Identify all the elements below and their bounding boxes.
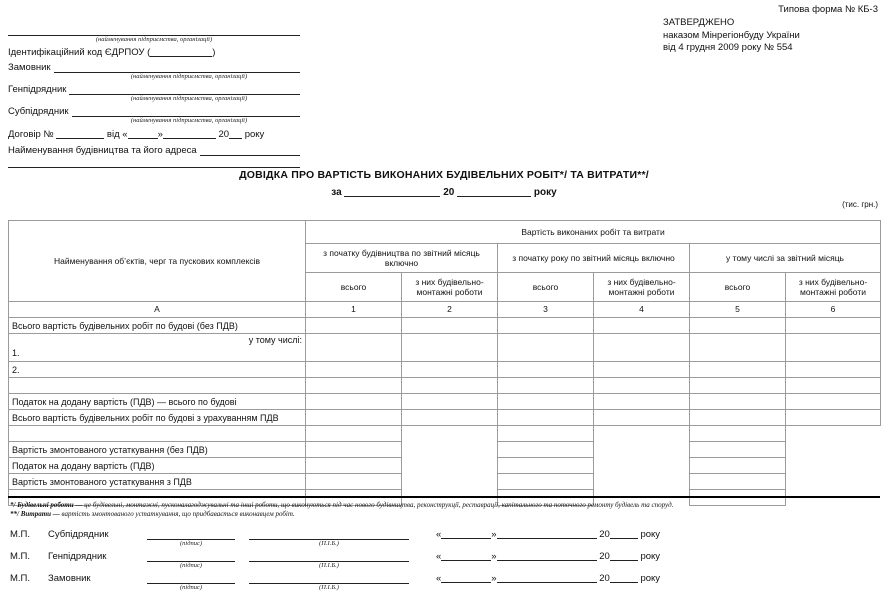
- signature-date: [436, 573, 660, 584]
- absent-cell: [402, 458, 498, 474]
- edrpou-label-close: ): [212, 47, 216, 58]
- customer-input-line[interactable]: [54, 60, 300, 73]
- value-cell[interactable]: [498, 318, 594, 334]
- stamp-label: М.П.: [10, 551, 31, 562]
- footnote-construction-works: [10, 501, 880, 510]
- gencontractor-input-line[interactable]: [69, 82, 300, 95]
- table-row: [9, 474, 881, 490]
- units-note: (тис. грн.): [842, 200, 878, 209]
- signature-caption: (підпис): [179, 540, 203, 547]
- signature-input-line[interactable]: [147, 571, 235, 591]
- row-label-cell: Податок на додану вартість (ПДВ) — всього по будові: [9, 394, 306, 410]
- value-cell[interactable]: [594, 394, 690, 410]
- value-cell[interactable]: [402, 394, 498, 410]
- value-cell[interactable]: [690, 362, 786, 378]
- value-cell[interactable]: [594, 378, 690, 394]
- subcontractor-input-line[interactable]: [72, 104, 300, 117]
- contract-from-label: від: [106, 129, 120, 140]
- col-sub-total: всього: [306, 273, 402, 302]
- absent-cell: [786, 458, 881, 474]
- value-cell[interactable]: [306, 318, 402, 334]
- approved-line: наказом Мінрегіонбуду України: [663, 29, 800, 41]
- absent-cell: [402, 426, 498, 442]
- col-index: 3: [498, 302, 594, 318]
- customer-row: [8, 60, 300, 73]
- col-index: 4: [594, 302, 690, 318]
- stamp-label: М.П.: [10, 573, 31, 584]
- col-sub-total: всього: [498, 273, 594, 302]
- construction-input-line-2[interactable]: [8, 156, 300, 168]
- footnote-term: */ Будівельні роботи —: [10, 501, 83, 509]
- value-cell[interactable]: [690, 442, 786, 458]
- org-caption: (найменування підприємства, організації): [130, 73, 248, 80]
- contract-number-input-line[interactable]: [56, 130, 104, 139]
- works-cost-table: [8, 220, 881, 506]
- col-index: 1: [306, 302, 402, 318]
- table-row: [9, 318, 881, 334]
- fullname-input-line[interactable]: [249, 527, 409, 547]
- year-prefix: 20: [218, 129, 230, 140]
- row-label-cell: Вартість змонтованого устаткування з ПДВ: [9, 474, 306, 490]
- value-cell[interactable]: [498, 410, 594, 426]
- signature-input-line[interactable]: [147, 527, 235, 547]
- year-prefix: 20: [599, 529, 610, 540]
- row-label: у тому числі:: [248, 335, 302, 345]
- edrpou-row: [8, 47, 300, 60]
- value-cell[interactable]: [402, 378, 498, 394]
- org-caption: (найменування підприємства, організації): [95, 36, 213, 43]
- absent-cell: [786, 474, 881, 490]
- col-index: 5: [690, 302, 786, 318]
- value-cell[interactable]: [306, 334, 402, 362]
- absent-cell: [786, 442, 881, 458]
- executor-input-line[interactable]: [8, 20, 300, 36]
- value-cell[interactable]: [306, 474, 402, 490]
- footnote-term: **/ Витрати —: [10, 509, 60, 518]
- absent-cell: [594, 442, 690, 458]
- gencontractor-row: [8, 82, 300, 95]
- value-cell[interactable]: [690, 426, 786, 442]
- value-cell[interactable]: [402, 410, 498, 426]
- date-day-input-line[interactable]: [441, 552, 491, 561]
- absent-cell: [402, 474, 498, 490]
- fullname-input-line[interactable]: [249, 549, 409, 569]
- col-sub-bmr: з них будівельно-монтажні роботи: [594, 273, 690, 302]
- date-year-input-line[interactable]: [610, 552, 638, 561]
- row-label-cell: 2.: [9, 362, 306, 378]
- empty-row-label-cell: [9, 378, 306, 394]
- value-cell[interactable]: [402, 334, 498, 362]
- value-cell[interactable]: [690, 378, 786, 394]
- quote-open: «: [122, 129, 128, 140]
- year-prefix: 20: [599, 551, 610, 562]
- edrpou-input-line[interactable]: [150, 48, 212, 57]
- signature-row-subcontractor: [10, 526, 661, 547]
- col-sub-total: всього: [690, 273, 786, 302]
- subcontractor-row: [8, 104, 300, 117]
- form-code: Типова форма № КБ-3: [778, 4, 878, 15]
- value-cell[interactable]: [594, 318, 690, 334]
- value-cell[interactable]: [690, 410, 786, 426]
- row-label-cell: [9, 334, 306, 362]
- col-group-since-start: з початку будівництва по звітний місяць включно: [306, 244, 498, 273]
- approved-line: від 4 грудня 2009 року № 554: [663, 42, 793, 53]
- value-cell[interactable]: [306, 362, 402, 378]
- year-word: року: [640, 529, 661, 540]
- row-label: 1.: [12, 348, 20, 358]
- date-year-input-line[interactable]: [610, 530, 638, 539]
- org-caption: (найменування підприємства, організації): [130, 117, 248, 124]
- signature-date: [436, 551, 660, 562]
- stamp-label: М.П.: [10, 529, 31, 540]
- signature-caption: (підпис): [179, 584, 203, 591]
- value-cell[interactable]: [498, 426, 594, 442]
- value-cell[interactable]: [690, 458, 786, 474]
- period-prefix: за: [331, 187, 342, 198]
- construction-label: Найменування будівництва та його адреса: [8, 145, 197, 156]
- approved-line: ЗАТВЕРДЖЕНО: [663, 17, 735, 28]
- period-suffix: року: [533, 187, 557, 198]
- date-month-input-line[interactable]: [497, 552, 597, 561]
- value-cell[interactable]: [498, 474, 594, 490]
- value-cell[interactable]: [498, 334, 594, 362]
- customer-label: Замовник: [8, 62, 51, 73]
- year-word: року: [640, 551, 661, 562]
- requisites-block: [8, 20, 300, 168]
- value-cell[interactable]: [306, 410, 402, 426]
- contract-year-input-line[interactable]: [229, 130, 242, 139]
- date-day-input-line[interactable]: [441, 530, 491, 539]
- value-cell[interactable]: [498, 394, 594, 410]
- quote-close: »: [491, 551, 497, 562]
- period-line: [0, 187, 888, 198]
- date-month-input-line[interactable]: [497, 530, 597, 539]
- value-cell[interactable]: [594, 410, 690, 426]
- table-row: [9, 362, 881, 378]
- table-header-row: [9, 221, 881, 244]
- value-cell[interactable]: [786, 318, 881, 334]
- col-group-report-month: у тому числі за звітний місяць: [690, 244, 881, 273]
- signature-input-line[interactable]: [147, 549, 235, 569]
- construction-input-line[interactable]: [200, 143, 300, 156]
- value-cell[interactable]: [786, 378, 881, 394]
- table-row: [9, 410, 881, 426]
- value-cell[interactable]: [306, 394, 402, 410]
- fullname-caption: (П.І.Б.): [319, 584, 339, 591]
- footnotes: [10, 501, 880, 518]
- quote-close: »: [491, 573, 497, 584]
- table-row: [9, 378, 881, 394]
- date-year-input-line[interactable]: [610, 574, 638, 583]
- value-cell[interactable]: [690, 318, 786, 334]
- col-index: А: [9, 302, 306, 318]
- footnote-divider: [8, 496, 880, 498]
- table-row: [9, 442, 881, 458]
- col-header-span: Вартість виконаних робіт та витрати: [306, 221, 881, 244]
- footnote-expenses: [10, 510, 880, 519]
- signature-row-gencontractor: [10, 548, 661, 569]
- col-sub-bmr: з них будівельно-монтажні роботи: [786, 273, 881, 302]
- year-word: року: [640, 573, 661, 584]
- fullname-input-line[interactable]: [249, 571, 409, 591]
- value-cell[interactable]: [786, 362, 881, 378]
- contract-label: Договір №: [8, 129, 54, 140]
- signer-role: Субпідрядник: [48, 529, 109, 540]
- value-cell[interactable]: [786, 410, 881, 426]
- empty-row-label-cell: [9, 426, 306, 442]
- value-cell[interactable]: [402, 362, 498, 378]
- col-index: 2: [402, 302, 498, 318]
- signer-role: Генпідрядник: [48, 551, 107, 562]
- year-prefix: 20: [599, 573, 610, 584]
- contract-month-input-line[interactable]: [163, 130, 216, 139]
- value-cell[interactable]: [690, 474, 786, 490]
- absent-cell: [594, 458, 690, 474]
- quote-close: »: [491, 529, 497, 540]
- value-cell[interactable]: [498, 458, 594, 474]
- quote-open: «: [436, 529, 442, 540]
- gencontractor-label: Генпідрядник: [8, 84, 67, 95]
- document-title: ДОВІДКА ПРО ВАРТІСТЬ ВИКОНАНИХ БУДІВЕЛЬНИХ РОБІТ*/ ТА ВИТРАТИ**/: [239, 169, 649, 181]
- subcontractor-label: Субпідрядник: [8, 106, 69, 117]
- value-cell[interactable]: [498, 378, 594, 394]
- signature-date: [436, 529, 660, 540]
- absent-cell: [594, 426, 690, 442]
- column-index-row: [9, 302, 881, 318]
- value-cell[interactable]: [594, 362, 690, 378]
- value-cell[interactable]: [306, 458, 402, 474]
- edrpou-label: Ідентифікаційний код ЄДРПОУ (: [8, 47, 151, 58]
- col-index: 6: [786, 302, 881, 318]
- value-cell[interactable]: [498, 442, 594, 458]
- table-row: [9, 458, 881, 474]
- value-cell[interactable]: [306, 426, 402, 442]
- period-month-input-line[interactable]: [344, 188, 440, 197]
- row-label-cell: Вартість змонтованого устаткування (без ПДВ): [9, 442, 306, 458]
- row-label-cell: Податок на додану вартість (ПДВ): [9, 458, 306, 474]
- table-row: [9, 334, 881, 362]
- construction-row: [8, 143, 300, 156]
- signature-row-customer: [10, 570, 661, 591]
- table-row: [9, 426, 881, 442]
- date-month-input-line[interactable]: [497, 574, 597, 583]
- fullname-caption: (П.І.Б.): [319, 562, 339, 569]
- absent-cell: [594, 474, 690, 490]
- contract-row: [8, 129, 300, 142]
- row-label-cell: Всього вартість будівельних робіт по будові з урахуванням ПДВ: [9, 410, 306, 426]
- value-cell[interactable]: [306, 442, 402, 458]
- quote-open: «: [436, 573, 442, 584]
- col-sub-bmr: з них будівельно-монтажні роботи: [402, 273, 498, 302]
- value-cell[interactable]: [690, 394, 786, 410]
- footnote-text: вартість змонтованого устаткування, що придбавається виконавцем робіт.: [59, 509, 295, 518]
- row-label-cell: Всього вартість будівельних робіт по будові (без ПДВ): [9, 318, 306, 334]
- org-caption: (найменування підприємства, організації): [130, 95, 248, 102]
- value-cell[interactable]: [690, 334, 786, 362]
- year-word: року: [244, 129, 265, 140]
- absent-cell: [786, 426, 881, 442]
- col-group-since-year: з початку року по звітний місяць включно: [498, 244, 690, 273]
- value-cell[interactable]: [786, 394, 881, 410]
- absent-cell: [402, 442, 498, 458]
- value-cell[interactable]: [306, 378, 402, 394]
- signer-role: Замовник: [48, 573, 91, 584]
- date-day-input-line[interactable]: [441, 574, 491, 583]
- col-header-objects: Найменування об’єктів, черг та пускових комплексів: [9, 221, 306, 302]
- contract-day-input-line[interactable]: [128, 130, 158, 139]
- footnote-text: це будівельні, монтажні, пусконалагоджувальні та інші роботи, що виконуються під час нового будівництва, реконструкції, реставрації, капітального та поточного ремонту будівель та споруд.: [82, 501, 674, 509]
- value-cell[interactable]: [594, 334, 690, 362]
- period-year-prefix: 20: [443, 187, 455, 198]
- value-cell[interactable]: [402, 318, 498, 334]
- fullname-caption: (П.І.Б.): [319, 540, 339, 547]
- quote-open: «: [436, 551, 442, 562]
- value-cell[interactable]: [498, 362, 594, 378]
- period-year-input-line[interactable]: [457, 188, 531, 197]
- value-cell[interactable]: [786, 334, 881, 362]
- approval-block: [663, 17, 800, 55]
- quote-close: »: [157, 129, 163, 140]
- signature-caption: (підпис): [179, 562, 203, 569]
- table-row: [9, 394, 881, 410]
